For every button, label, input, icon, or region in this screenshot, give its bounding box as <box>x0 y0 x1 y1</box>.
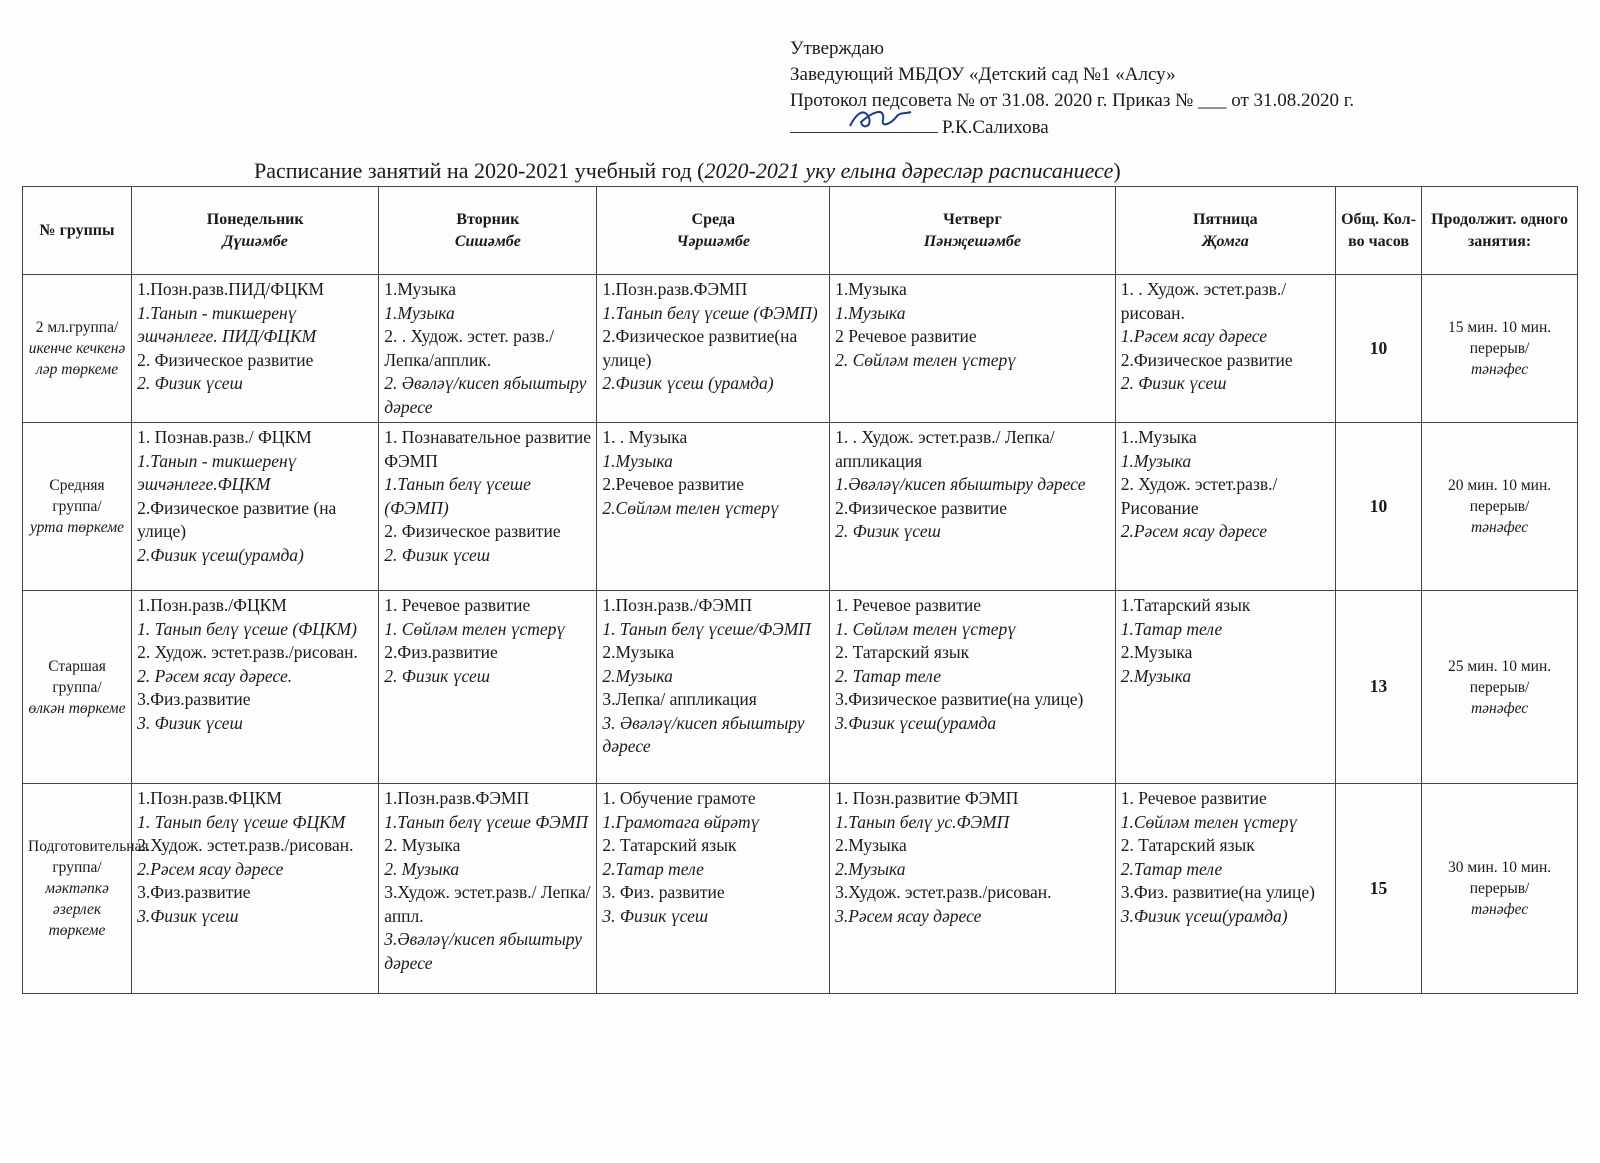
lesson-cell-thu <box>830 784 1116 994</box>
lesson-ru: 2.Худож. эстет.разв./рисован. <box>137 835 354 855</box>
lesson-tt: 1. Сөйләм телен үстерү <box>384 618 566 639</box>
duration-main: 25 мин. 10 мин. перерыв/ <box>1447 657 1552 696</box>
lesson-tt: 2. Физик үсеш <box>384 665 491 686</box>
duration-main: 30 мин. 10 мин. перерыв/ <box>1447 859 1552 897</box>
group-name-tt: мәктәпкә әзерлек төркеме <box>45 880 109 939</box>
lesson-tt: 1. Танып белү үсеше/ФЭМП <box>602 618 811 639</box>
lesson-ru: 1. Познавательное развитие ФЭМП <box>384 427 591 471</box>
lesson-ru: 1. Речевое развитие <box>1120 788 1267 808</box>
lesson-ru: 2.Физическое развитие <box>1120 349 1293 370</box>
lesson-cell-mon <box>132 784 379 994</box>
lesson-tt: 1.Музыка <box>602 450 673 471</box>
table-row <box>23 591 1578 784</box>
table-row <box>23 423 1578 591</box>
group-name-ru: Подготовительная группа/ <box>28 838 149 876</box>
lesson-tt: 1.Әвәләү/кисеп ябыштыру дәресе <box>835 474 1086 494</box>
lesson-ru: 2. Худож. эстет.разв./ Рисование <box>1120 474 1278 518</box>
duration-main: 20 мин. 10 мин. перерыв/ <box>1447 477 1552 515</box>
lesson-ru: 3.Физ.развитие <box>137 882 251 902</box>
lesson-cell-thu <box>830 423 1116 591</box>
lesson-tt: 2. Музыка <box>384 858 460 879</box>
lesson-cell-wed <box>597 275 830 423</box>
lesson-ru: 1. Познав.разв./ ФЦКМ <box>137 427 312 447</box>
lesson-cell-fri <box>1115 784 1335 994</box>
lesson-ru: 1..Музыка <box>1120 427 1197 447</box>
approval-block <box>790 36 1354 141</box>
table-row <box>23 275 1578 423</box>
title-close: ) <box>1113 158 1121 183</box>
lesson-tt: 3.Рәсем ясау дәресе <box>835 905 982 926</box>
lesson-cell-tue <box>379 275 597 423</box>
lesson-ru: 2.Речевое развитие <box>602 474 745 494</box>
group-name-tt: урта төркеме <box>30 519 125 536</box>
signature-name: Р.К.Салихова <box>942 117 1049 138</box>
lesson-tt: 2.Музыка <box>835 858 906 879</box>
lesson-ru: 1. Позн.развитие ФЭМП <box>835 788 1019 808</box>
lesson-ru: 1.Позн.разв.ФЭМП <box>602 279 748 299</box>
lesson-tt: 1.Танып - тикшеренү эшчәнлеге.ФЦКМ <box>137 450 297 494</box>
lesson-tt: 3.Әвәләү/кисеп ябыштыру дәресе <box>384 929 583 973</box>
lesson-cell-wed <box>597 591 830 784</box>
lesson-tt: 3.Физик үсеш(урамда <box>835 712 997 733</box>
lesson-cell-tue <box>379 423 597 591</box>
lesson-ru: 3.Лепка/ аппликация <box>602 689 757 709</box>
lesson-tt: 1.Танып белү үсеше (ФЭМП) <box>602 302 818 323</box>
lesson-ru: 2. Худож. эстет.разв./рисован. <box>137 642 358 662</box>
header-wednesday: Среда Чәршәмбе <box>597 187 830 275</box>
lesson-ru: 3. Физ. развитие <box>602 882 725 902</box>
lesson-tt: 2.Музыка <box>1120 665 1192 686</box>
lesson-tt: 1.Рәсем ясау дәресе <box>1120 326 1268 346</box>
lesson-tt: 1.Музыка <box>835 302 906 323</box>
lesson-ru: 2. . Худож. эстет. разв./Лепка/апплик. <box>384 326 555 370</box>
lesson-ru: 2. Татарский язык <box>835 642 970 662</box>
lesson-cell-mon <box>132 423 379 591</box>
lesson-tt: 2.Рәсем ясау дәресе <box>137 858 284 879</box>
lesson-tt: 2.Сөйләм телен үстерү <box>602 497 779 518</box>
lesson-tt: 2. Рәсем ясау дәресе. <box>137 665 293 686</box>
lesson-ru: 2.Музыка <box>602 642 675 662</box>
lesson-ru: 3.Физическое развитие(на улице) <box>835 689 1084 709</box>
header-hours: Общ. Кол-во часов <box>1335 187 1421 275</box>
group-cell <box>23 275 132 423</box>
title-tt: 2020-2021 уку елына дәресләр расписаниесе <box>704 158 1114 183</box>
header-duration: Продолжит. одного занятия: <box>1422 187 1578 275</box>
duration-tt: тәнәфес <box>1470 361 1529 378</box>
lesson-tt: 1. Сөйләм телен үстерү <box>835 618 1016 639</box>
lesson-tt: 1.Музыка <box>384 302 455 323</box>
duration-tt: тәнәфес <box>1470 901 1529 918</box>
lesson-tt: 1. Танып белү үсеше ФЦКМ <box>137 811 346 832</box>
duration-main: 15 мин. 10 мин. перерыв/ <box>1447 319 1552 357</box>
lesson-ru: 1.Позн.разв./ФЦКМ <box>137 595 287 615</box>
lesson-tt: 3. Физик үсеш <box>602 905 709 926</box>
lesson-tt: 2. Физик үсеш <box>384 544 491 565</box>
hours-cell: 10 <box>1335 275 1421 423</box>
lesson-ru: 2.Физическое развитие <box>835 497 1008 518</box>
hours-cell: 13 <box>1335 591 1421 784</box>
signature-scribble-icon <box>845 104 915 134</box>
lesson-ru: 2. Музыка <box>384 835 461 855</box>
lesson-tt: 3. Әвәләү/кисеп ябыштыру дәресе <box>602 712 805 756</box>
group-name-ru: Средняя группа/ <box>49 477 105 515</box>
approval-title: Утверждаю <box>790 38 884 59</box>
lesson-cell-fri <box>1115 591 1335 784</box>
lesson-ru: 2.Физ.развитие <box>384 642 498 662</box>
lesson-cell-tue <box>379 591 597 784</box>
group-name-ru: Старшая группа/ <box>48 657 106 696</box>
header-group: № группы <box>23 187 132 275</box>
lesson-tt: 2. Сөйләм телен үстерү <box>835 349 1016 370</box>
lesson-ru: 1. . Музыка <box>602 427 688 447</box>
lesson-ru: 1.Позн.разв.ФЭМП <box>384 788 530 808</box>
lesson-ru: 2.Физическое развитие (на улице) <box>137 497 337 541</box>
lesson-tt: 2. Физик үсеш <box>835 521 941 541</box>
hours-cell: 15 <box>1335 784 1421 994</box>
lesson-tt: 1.Танып белү үсеше (ФЭМП) <box>384 474 531 518</box>
schedule-table <box>22 186 1578 994</box>
lesson-tt: 1.Грамотага өйрәтү <box>602 811 760 832</box>
lesson-ru: 2 Речевое развитие <box>835 326 977 346</box>
title-ru: Расписание занятий на 2020-2021 учебный год ( <box>254 158 705 183</box>
lesson-ru: 2. Физическое развитие <box>137 349 314 370</box>
duration-cell <box>1422 784 1578 994</box>
lesson-tt: 2.Татар теле <box>602 858 704 879</box>
lesson-tt: 2. Татар теле <box>835 665 941 686</box>
table-row <box>23 784 1578 994</box>
lesson-tt: 1. Танып белү үсеше (ФЦКМ) <box>137 618 357 639</box>
header-tuesday: Вторник Сишәмбе <box>379 187 597 275</box>
duration-tt: тәнәфес <box>1470 699 1529 717</box>
lesson-tt: 1.Сөйләм телен үстерү <box>1120 811 1298 832</box>
group-name-tt: икенче кечкенә ләр төркеме <box>28 340 126 378</box>
duration-tt: тәнәфес <box>1470 519 1529 536</box>
lesson-tt: 1.Танып белү ус.ФЭМП <box>835 811 1010 832</box>
lesson-cell-tue <box>379 784 597 994</box>
lesson-ru: 1.Музыка <box>835 279 907 299</box>
lesson-ru: 1.Татарский язык <box>1120 595 1251 615</box>
lesson-tt: 2.Физик үсеш(урамда) <box>137 544 304 565</box>
lesson-ru: 2.Музыка <box>1120 642 1193 662</box>
lesson-ru: 1.Позн.разв.ПИД/ФЦКМ <box>137 279 325 299</box>
lesson-ru: 2. Физическое развитие <box>384 521 561 541</box>
approval-position: Заведующий МБДОУ «Детский сад №1 «Алсу» <box>790 64 1176 85</box>
lesson-cell-mon <box>132 591 379 784</box>
lesson-tt: 3.Физик үсеш <box>137 905 239 926</box>
lesson-ru: 3.Физ. развитие(на улице) <box>1120 882 1315 902</box>
lesson-cell-thu <box>830 275 1116 423</box>
lesson-tt: 3. Физик үсеш <box>137 712 243 733</box>
lesson-cell-thu <box>830 591 1116 784</box>
lesson-cell-fri <box>1115 423 1335 591</box>
lesson-tt: 1.Татар теле <box>1120 618 1223 639</box>
lesson-tt: 2.Физик үсеш (урамда) <box>602 373 774 393</box>
group-name-tt: өлкән төркеме <box>28 699 126 717</box>
group-cell <box>23 423 132 591</box>
lesson-ru: 2. Татарский язык <box>602 835 737 855</box>
lesson-ru: 2.Музыка <box>835 835 907 855</box>
lesson-tt: 1.Музыка <box>1120 450 1192 471</box>
lesson-ru: 1.Музыка <box>384 279 456 299</box>
hours-cell: 10 <box>1335 423 1421 591</box>
lesson-tt: 2.Рәсем ясау дәресе <box>1120 521 1268 541</box>
lesson-tt: 2. Әвәләү/кисеп ябыштыру дәресе <box>384 373 587 417</box>
lesson-cell-fri <box>1115 275 1335 423</box>
header-monday: Понедельник Дүшәмбе <box>132 187 379 275</box>
lesson-ru: 1. . Худож. эстет.разв./рисован. <box>1120 279 1287 323</box>
lesson-tt: 3.Физик үсеш(урамда) <box>1120 905 1288 926</box>
lesson-cell-mon <box>132 275 379 423</box>
header-row <box>23 187 1578 275</box>
lesson-tt: 2. Физик үсеш <box>1120 373 1227 393</box>
lesson-tt: 2. Физик үсеш <box>137 373 243 393</box>
group-cell <box>23 591 132 784</box>
lesson-ru: 1.Позн.разв.ФЦКМ <box>137 788 282 808</box>
lesson-ru: 1. . Худож. эстет.разв./ Лепка/аппликация <box>835 427 1055 471</box>
group-cell <box>23 784 149 994</box>
approval-protocol: Протокол педсовета № от 31.08. 2020 г. Приказ № ___ от 31.08.2020 г. <box>790 90 1355 111</box>
lesson-cell-wed <box>597 784 830 994</box>
duration-cell <box>1422 591 1578 784</box>
page-title <box>254 158 1121 184</box>
lesson-ru: 3.Физ.развитие <box>137 689 251 709</box>
lesson-ru: 3.Худож. эстет.разв./ Лепка/ аппл. <box>384 882 591 926</box>
lesson-tt: 2.Татар теле <box>1120 858 1223 879</box>
duration-cell <box>1422 275 1578 423</box>
lesson-ru: 1. Обучение грамоте <box>602 788 756 808</box>
lesson-tt: 1.Танып - тикшеренү эшчәнлеге. ПИД/ФЦКМ <box>137 302 317 346</box>
lesson-tt: 1.Танып белү үсеше ФЭМП <box>384 811 588 832</box>
signature <box>790 114 938 133</box>
lesson-ru: 3.Худож. эстет.разв./рисован. <box>835 882 1052 902</box>
duration-cell <box>1422 423 1578 591</box>
lesson-ru: 1.Позн.разв./ФЭМП <box>602 595 753 615</box>
lesson-ru: 1. Речевое развитие <box>384 595 531 615</box>
approval-signature-line <box>790 114 1354 141</box>
header-friday: Пятница Җомга <box>1115 187 1335 275</box>
lesson-cell-wed <box>597 423 830 591</box>
lesson-ru: 2.Физическое развитие(на улице) <box>602 326 798 370</box>
lesson-ru: 1. Речевое развитие <box>835 595 982 615</box>
lesson-ru: 2. Татарский язык <box>1120 835 1255 855</box>
group-name-ru: 2 мл.группа/ <box>35 319 119 336</box>
lesson-tt: 2.Музыка <box>602 665 673 686</box>
header-thursday: Четверг Пәнҗешәмбе <box>830 187 1116 275</box>
